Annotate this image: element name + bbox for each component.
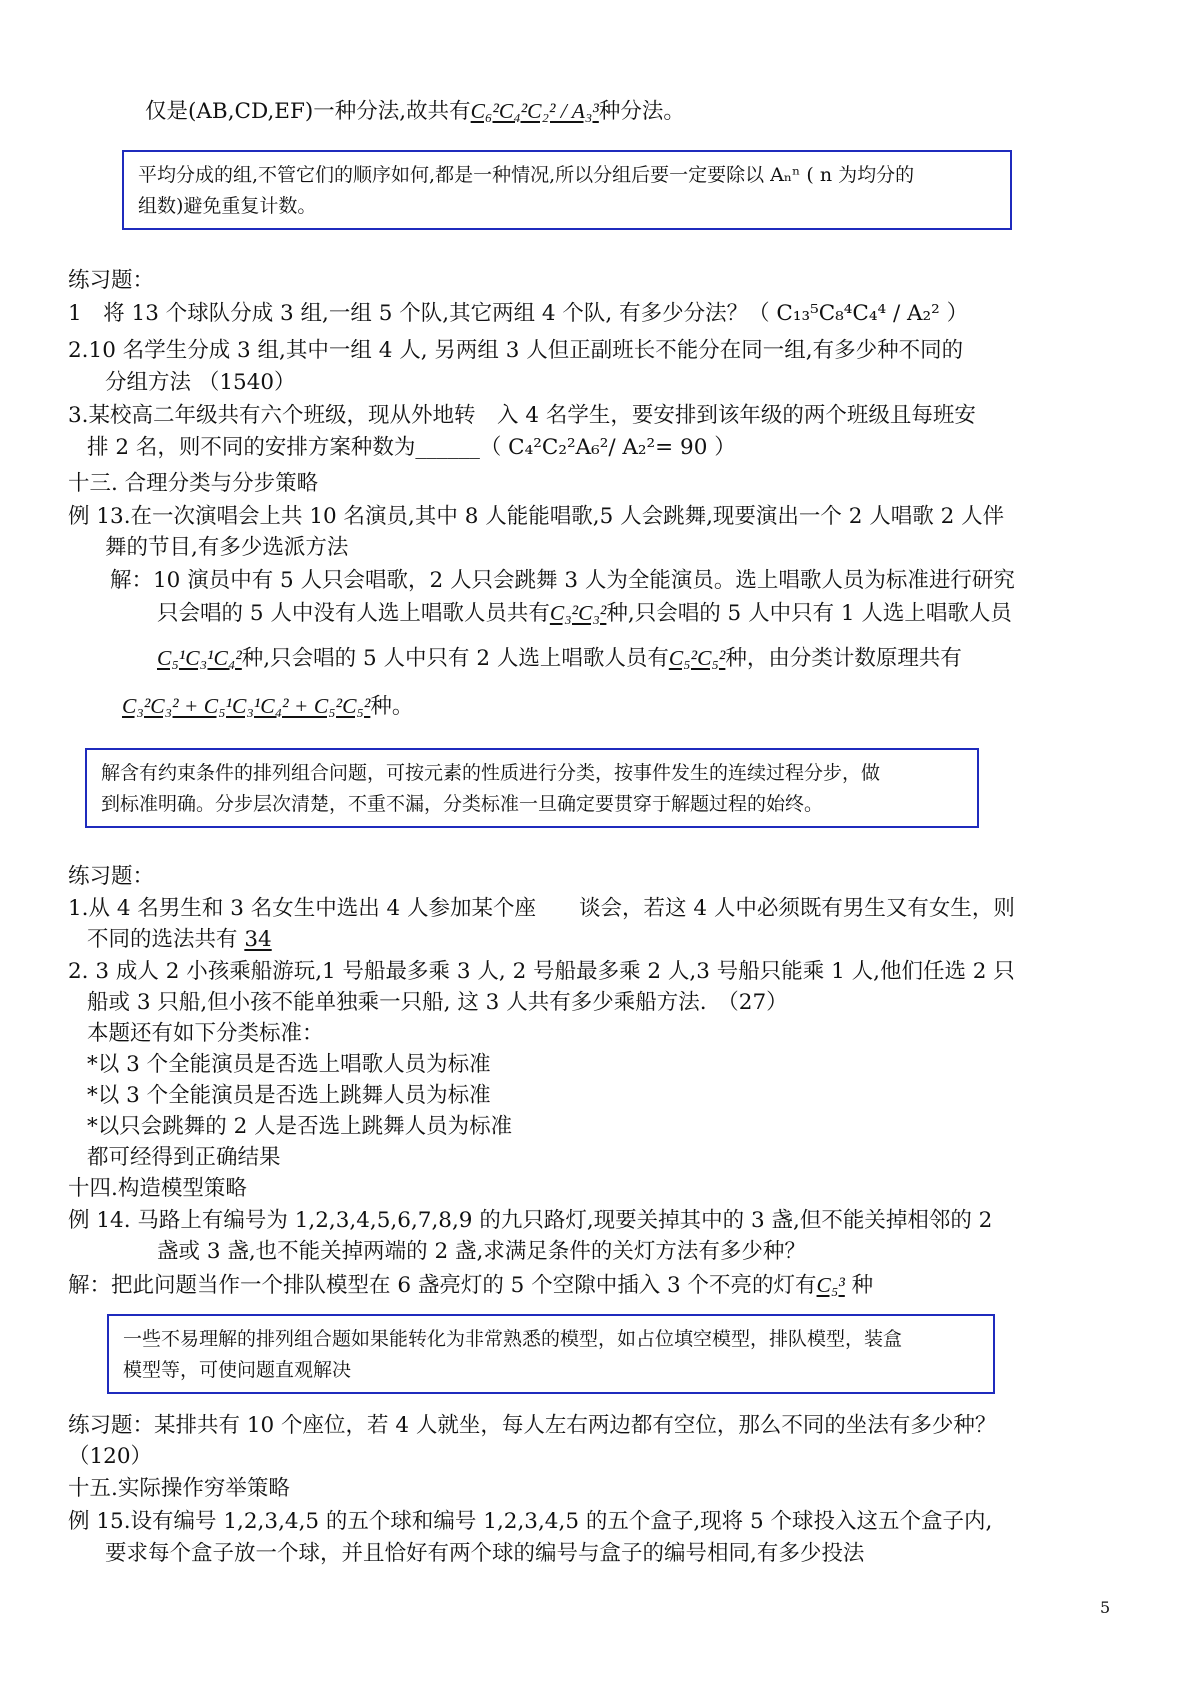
- note-text: *以 3 个全能演员是否选上唱歌人员为标准: [87, 1052, 491, 1077]
- exercise-item-cont: 排 2 名，则不同的安排方案种数为______（ C₄²C₂²A₆²/ A₂²= 90 ）: [87, 435, 736, 460]
- exercise-item-cont: 船或 3 只船,但小孩不能单独乘一只船, 这 3 人共有多少乘船方法. （27）: [87, 990, 788, 1015]
- formula: C₃²C₃² + C₅¹C₃¹C₄² + C₅²C₅²: [122, 694, 371, 718]
- solution-text: 种: [844, 1273, 874, 1298]
- exercise-item: 1.从 4 名男生和 3 名女生中选出 4 人参加某个座 谈会，若这 4 人中必须既有男生又有女生，则: [68, 896, 1015, 921]
- note-text: *以只会跳舞的 2 人是否选上跳舞人员为标准: [87, 1114, 513, 1139]
- top-text: 仅是(AB,CD,EF)一种分法,故共有: [145, 99, 471, 124]
- note-box-3: [107, 1314, 995, 1394]
- answer: 34: [244, 927, 272, 952]
- note-line: 模型等，可使问题直观解决: [123, 1359, 352, 1381]
- solution-line: [68, 1271, 873, 1300]
- example-text-cont: 盏或 3 盏,也不能关掉两端的 2 盏,求满足条件的关灯方法有多少种？: [157, 1239, 806, 1264]
- solution-text: 解：把此问题当作一个排队模型在 6 盏亮灯的 5 个空隙中插入 3 个不亮的灯有: [68, 1273, 817, 1298]
- solution-text: 种，由分类计数原理共有: [725, 646, 962, 671]
- exercise-text: 不同的选法共有: [87, 927, 245, 952]
- formula: C₃²C₃²: [549, 601, 607, 625]
- note-box-1: [122, 150, 1012, 230]
- exercise-item: 练习题：某排共有 10 个座位，若 4 人就坐，每人左右两边都有空位，那么不同的坐法有多少种？: [68, 1413, 997, 1438]
- exercise-item: 1 将 13 个球队分成 3 组,一组 5 个队,其它两组 4 个队, 有多少分法？（ C₁₃⁵C₈⁴C₄⁴ / A₂² ）: [68, 301, 969, 326]
- solution-text: 种,只会唱的 5 人中只有 1 人选上唱歌人员: [606, 601, 1012, 626]
- section-title: 十五.实际操作穷举策略: [68, 1476, 290, 1501]
- solution-text: 种。: [370, 694, 414, 719]
- note-box-2: [85, 748, 979, 828]
- example-text: 例 15.设有编号 1,2,3,4,5 的五个球和编号 1,2,3,4,5 的五个盒子,现将 5 个球投入这五个盒子内,: [68, 1509, 993, 1534]
- solution-text: 解：10 演员中有 5 人只会唱歌，2 人只会跳舞 3 人为全能演员。选上唱歌人员为标准进行研究: [110, 568, 1015, 593]
- note-line: 一些不易理解的排列组合题如果能转化为非常熟悉的模型，如占位填空模型，排队模型，装盒: [123, 1328, 903, 1350]
- exercise-heading: 练习题：: [68, 268, 155, 293]
- note-line: 平均分成的组,不管它们的顺序如何,都是一种情况,所以分组后要一定要除以 Aₙⁿ ( n 为均分的: [138, 164, 915, 186]
- formula: C₅³: [816, 1273, 845, 1297]
- note-line: 到标准明确。分步层次清楚，不重不漏，分类标准一旦确定要贯穿于解题过程的始终。: [101, 793, 824, 815]
- exercise-item: 2. 3 成人 2 小孩乘船游玩,1 号船最多乘 3 人, 2 号船最多乘 2 人,3 号船只能乘 1 人,他们任选 2 只: [68, 959, 1015, 984]
- example-text-cont: 舞的节目,有多少选派方法: [105, 535, 349, 560]
- top-line: [145, 97, 685, 126]
- solution-line: [122, 692, 413, 721]
- example-text: 例 14. 马路上有编号为 1,2,3,4,5,6,7,8,9 的九只路灯,现要关掉其中的 3 盏,但不能关掉相邻的 2: [68, 1208, 993, 1233]
- formula: C₅²C₅²: [668, 646, 726, 670]
- solution-text: 只会唱的 5 人中没有人选上唱歌人员共有: [157, 601, 550, 626]
- solution-line: [157, 644, 962, 673]
- exercise-item: 2.10 名学生分成 3 组,其中一组 4 人, 另两组 3 人但正副班长不能分在同一组,有多少种不同的: [68, 338, 964, 363]
- solution-line: [157, 599, 1012, 628]
- top-text-end: 种分法。: [598, 99, 685, 124]
- exercise-heading: 练习题：: [68, 864, 155, 889]
- exercise-item-cont: [87, 926, 272, 954]
- solution-text: 种,只会唱的 5 人中只有 2 人选上唱歌人员有: [241, 646, 669, 671]
- exercise-answer: （120）: [68, 1444, 153, 1469]
- section-title: 十三. 合理分类与分步策略: [68, 471, 319, 496]
- note-text: 都可经得到正确结果: [87, 1145, 281, 1170]
- page-number: 5: [1100, 1598, 1111, 1617]
- example-text-cont: 要求每个盒子放一个球，并且恰好有两个球的编号与盒子的编号相同,有多少投法: [105, 1541, 865, 1566]
- formula: C₅¹C₃¹C₄²: [157, 646, 242, 670]
- note-text: *以 3 个全能演员是否选上跳舞人员为标准: [87, 1083, 491, 1108]
- formula: C₆²C₄²C₂² / A₃³: [470, 99, 599, 123]
- note-text: 本题还有如下分类标准：: [87, 1021, 324, 1046]
- exercise-item: 3.某校高二年级共有六个班级，现从外地转 入 4 名学生，要安排到该年级的两个班级且每班安: [68, 403, 976, 428]
- example-text: 例 13.在一次演唱会上共 10 名演员,其中 8 人能能唱歌,5 人会跳舞,现要演出一个 2 人唱歌 2 人伴: [68, 504, 1005, 529]
- exercise-item-cont: 分组方法 （1540）: [105, 370, 296, 395]
- note-line: 组数)避免重复计数。: [138, 195, 317, 217]
- note-line: 解含有约束条件的排列组合问题，可按元素的性质进行分类，按事件发生的连续过程分步，做: [101, 762, 881, 784]
- section-title: 十四.构造模型策略: [68, 1176, 247, 1201]
